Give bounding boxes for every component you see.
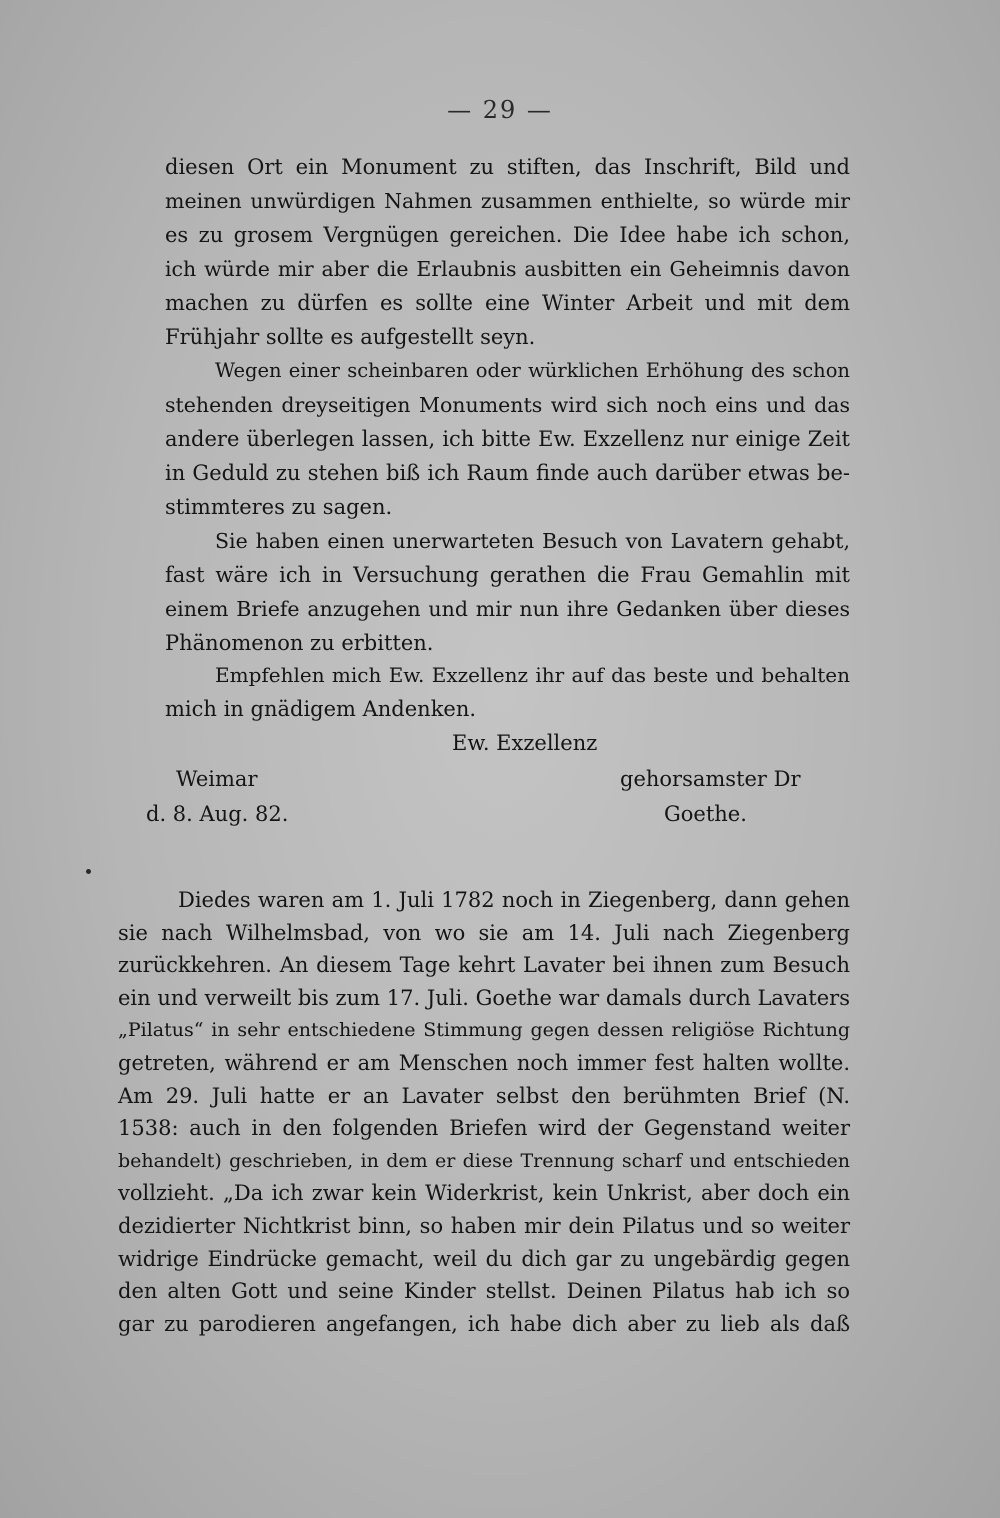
letter-date: d. 8. Aug. 82. — [146, 802, 289, 826]
signature-name: Goethe. — [664, 802, 747, 826]
signature-line: gehorsamster Dr — [620, 767, 801, 791]
text-line: Sie haben einen unerwarteten Besuch von Lavatern gehabt, — [215, 529, 850, 553]
text-line: gar zu parodieren angefangen, ich habe dich aber zu lieb als daß — [118, 1311, 850, 1336]
closing-salutation: Ew. Exzellenz — [452, 731, 598, 755]
text-line: Diedes waren am 1. Juli 1782 noch in Ziegenberg, dann gehen — [178, 888, 850, 912]
text-line: 1538: auch in den folgenden Briefen wird der Gegenstand weiter — [118, 1116, 850, 1141]
text-line: Am 29. Juli hatte er an Lavater selbst den berühmten Brief (N. — [118, 1083, 850, 1108]
text-line: fast wäre ich in Versuchung gerathen die Frau Gemahlin mit — [165, 563, 850, 587]
text-line: sie nach Wilhelmsbad, von wo sie am 14. Juli nach Ziegenberg — [118, 920, 850, 945]
text-line: vollzieht. „Da ich zwar kein Widerkrist, kein Unkrist, aber doch ein — [118, 1181, 850, 1206]
text-line: den alten Gott und seine Kinder stellst. Deinen Pilatus hab ich so — [118, 1279, 850, 1304]
text-line: mich in gnädigem Andenken. — [165, 697, 477, 721]
text-line: getreten, während er am Menschen noch immer fest halten wollte. — [118, 1050, 850, 1075]
letter-paragraph-1 — [165, 150, 850, 354]
text-line: dezidierter Nichtkrist binn, so haben mir dein Pilatus und so weiter — [118, 1213, 850, 1238]
text-line: Phänomenon zu erbitten. — [165, 631, 434, 655]
letter-place: Weimar — [176, 767, 258, 791]
text-line: „Pilatus“ in sehr entschiedene Stimmung gegen dessen religiöse Richtung — [118, 1019, 850, 1042]
text-line: stehenden dreyseitigen Monuments wird sich noch eins und das — [165, 393, 850, 417]
text-line: ich würde mir aber die Erlaubnis ausbitten ein Geheimnis davon — [165, 257, 850, 281]
text-line: behandelt) geschrieben, in dem er diese Trennung scharf und entschieden — [118, 1149, 850, 1172]
text-line: meinen unwürdigen Nahmen zusammen enthielte, so würde mir — [165, 189, 850, 213]
page-number: — 29 — — [447, 96, 553, 124]
commentary-paragraph — [118, 884, 850, 1340]
text-line: widrige Eindrücke gemacht, weil du dich gar zu ungebärdig gegen — [118, 1246, 850, 1271]
text-line: ein und verweilt bis zum 17. Juli. Goethe war damals durch Lavaters — [118, 985, 850, 1010]
print-speck — [86, 869, 91, 874]
text-line: es zu grosem Vergnügen gereichen. Die Idee habe ich schon, — [165, 223, 850, 247]
text-line: Empfehlen mich Ew. Exzellenz ihr auf das beste und behalten — [215, 663, 850, 687]
text-line: einem Briefe anzugehen und mir nun ihre Gedanken über dieses — [165, 597, 850, 621]
text-line: zurückkehren. An diesem Tage kehrt Lavater bei ihnen zum Besuch — [118, 953, 850, 978]
letter-paragraph-4 — [165, 658, 850, 726]
text-line: diesen Ort ein Monument zu stiften, das Inschrift, Bild und — [165, 155, 850, 179]
text-line: andere überlegen lassen, ich bitte Ew. Exzellenz nur einige Zeit — [165, 427, 850, 451]
text-line: Frühjahr sollte es aufgestellt seyn. — [165, 325, 536, 349]
text-line: stimmteres zu sagen. — [165, 495, 393, 519]
text-line: machen zu dürfen es sollte eine Winter Arbeit und mit dem — [165, 291, 850, 315]
text-line: in Geduld zu stehen biß ich Raum finde auch darüber etwas be- — [165, 461, 850, 485]
letter-paragraph-2 — [165, 354, 850, 524]
letter-paragraph-3 — [165, 524, 850, 660]
text-line: Wegen einer scheinbaren oder würklichen Erhöhung des schon — [215, 359, 850, 382]
